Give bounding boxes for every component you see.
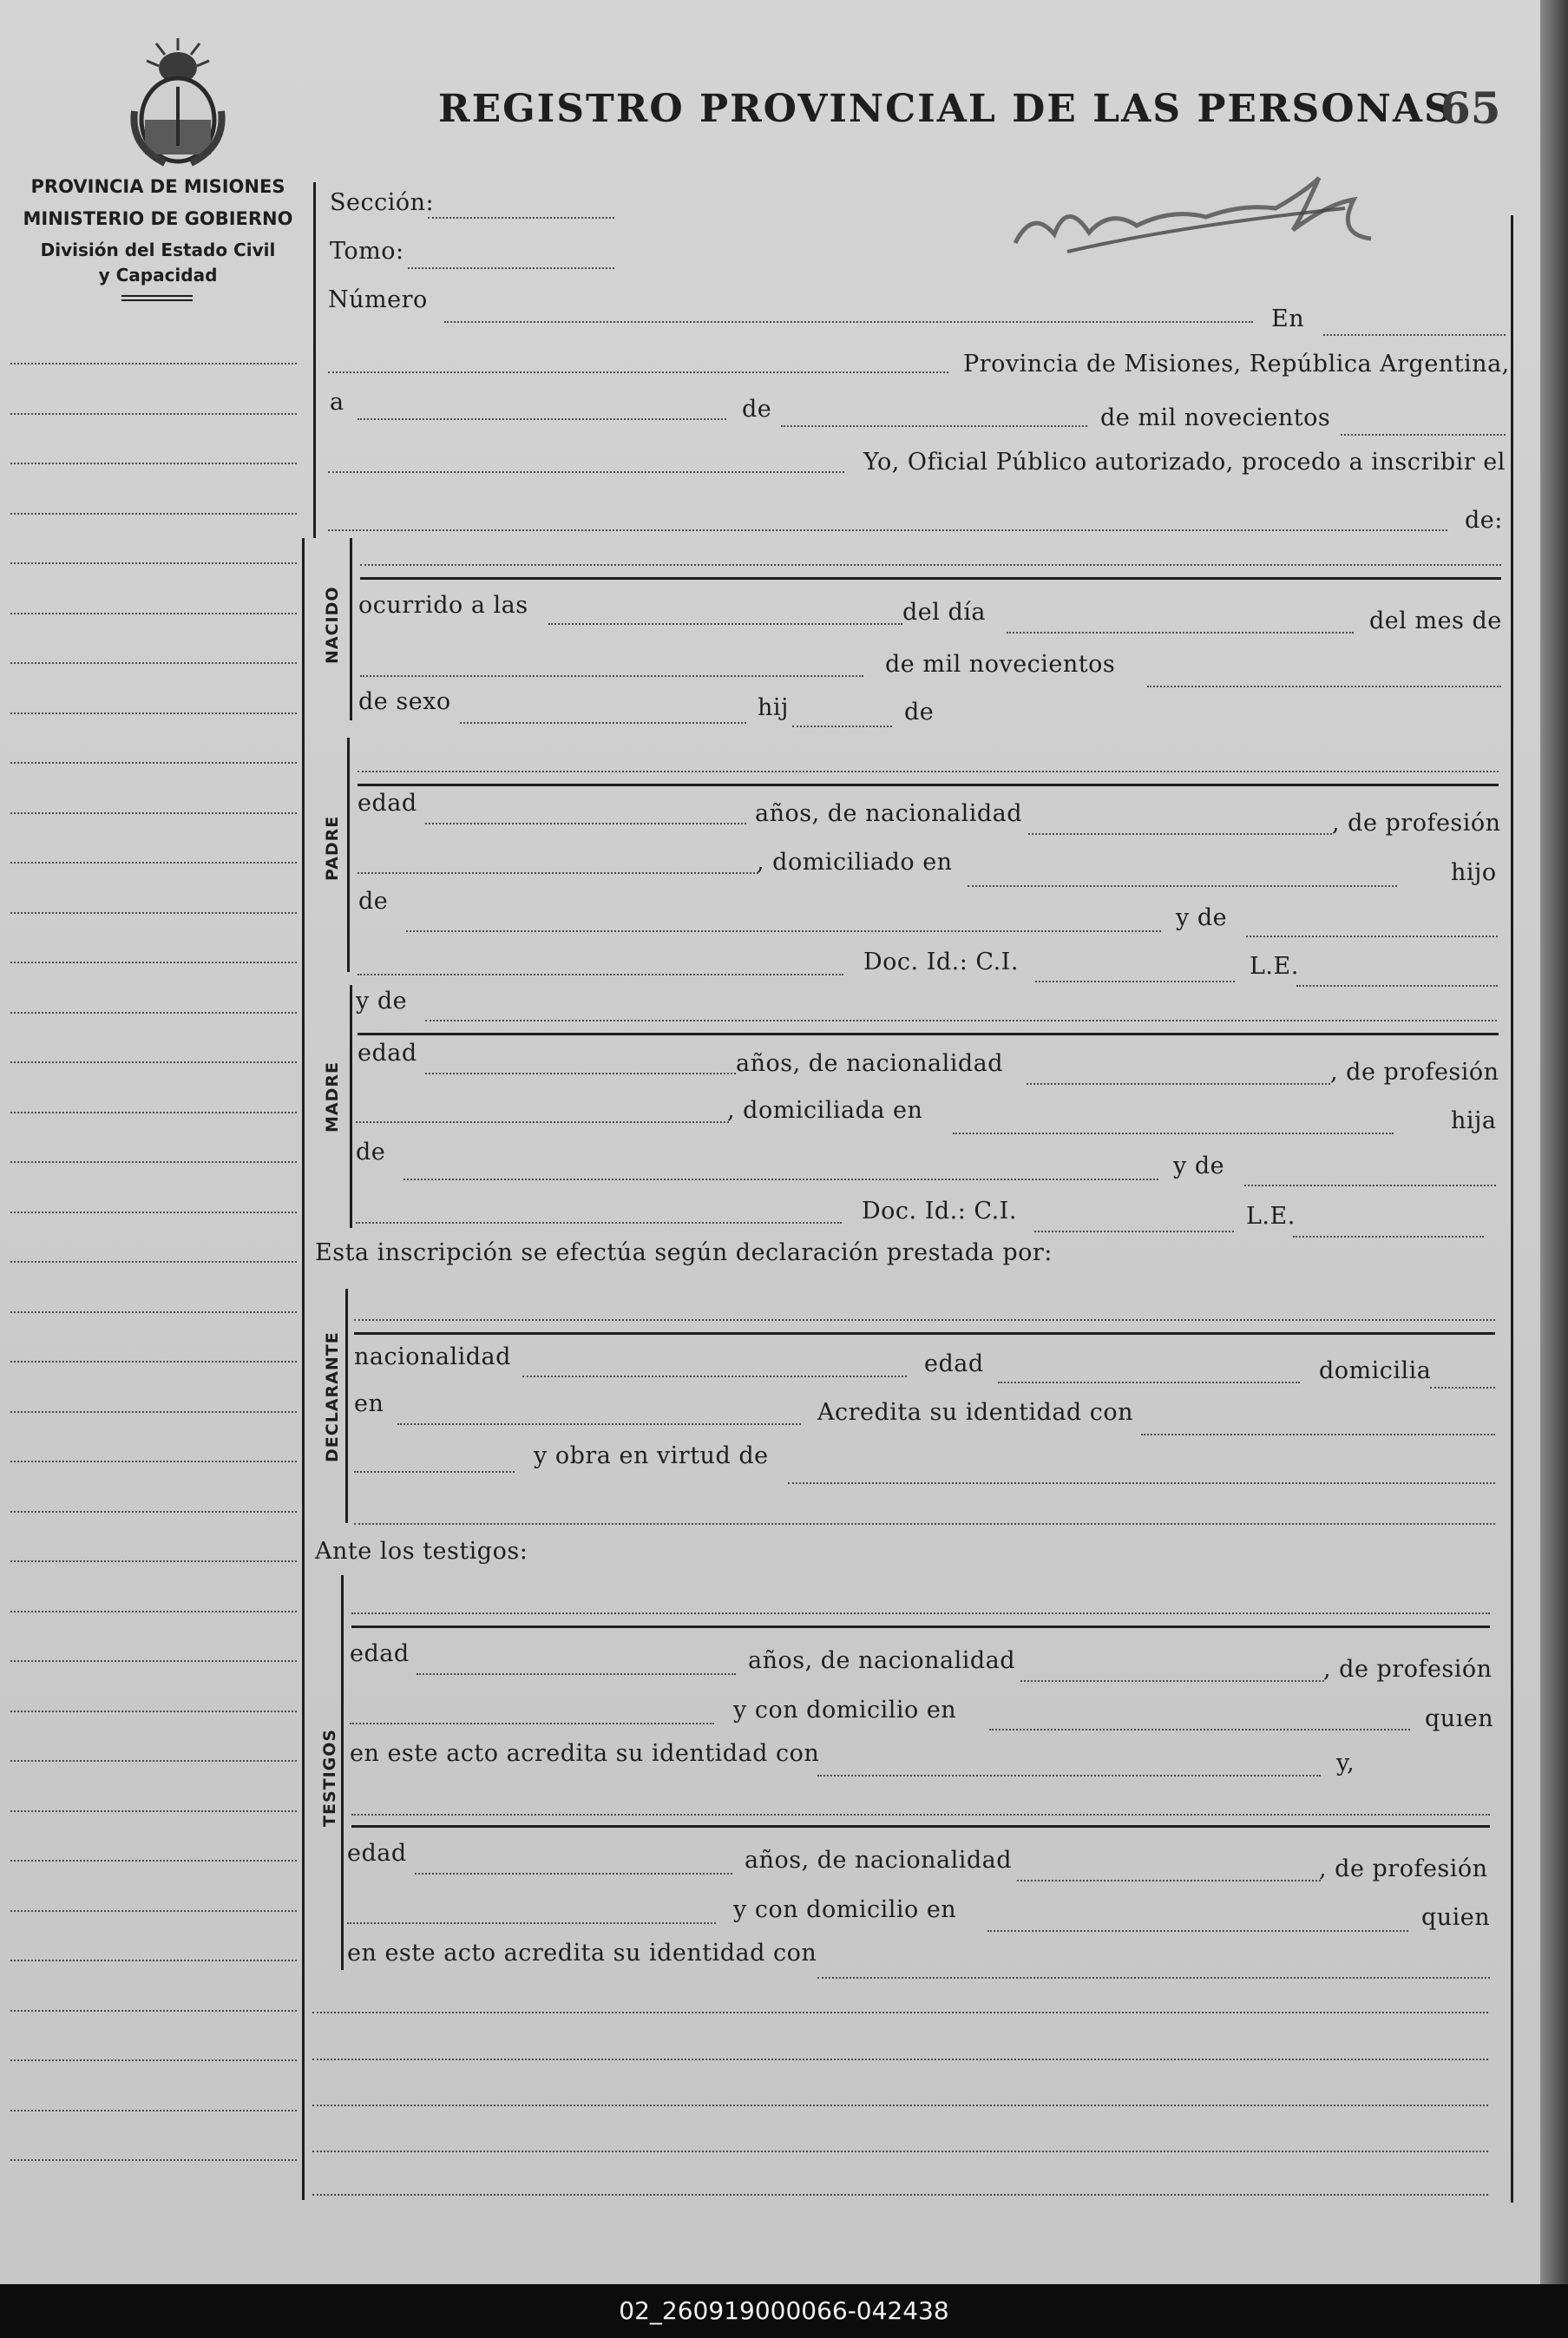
padre-de-label: de xyxy=(358,888,389,915)
page-number: 65 xyxy=(1440,82,1501,134)
margin-line[interactable] xyxy=(10,1012,297,1014)
section-label-declarante: DECLARANTE xyxy=(323,1331,342,1462)
hij-label: hij xyxy=(758,694,789,721)
t1-quien-label: quıen xyxy=(1425,1705,1494,1732)
madre-prof-label: , de profesión xyxy=(1330,1059,1499,1086)
margin-line[interactable] xyxy=(10,2010,297,2012)
inscribir-field[interactable] xyxy=(328,529,1447,531)
t2-edad-label: edad xyxy=(347,1840,407,1867)
t1-dom-label: y con domicilio en xyxy=(733,1697,957,1724)
nac-mil-label: de mil novecientos xyxy=(885,651,1116,678)
en-field[interactable] xyxy=(1323,334,1506,336)
hora-field[interactable] xyxy=(548,623,902,625)
oficial-text: Yo, Oficial Público autorizado, procedo a inscribir el xyxy=(863,449,1506,476)
decl-domicilia-field[interactable] xyxy=(1430,1387,1495,1389)
t1-nac-label: años, de nacionalidad xyxy=(748,1647,1016,1674)
footer-id: 02_260919000066-042438 xyxy=(0,2284,1568,2338)
margin-line[interactable] xyxy=(10,1660,297,1662)
margin-line[interactable] xyxy=(10,1810,297,1812)
madre-yde-top-label: y de xyxy=(356,988,408,1015)
t1-prof-field[interactable] xyxy=(350,1723,714,1724)
margin-line[interactable] xyxy=(10,1261,297,1263)
page-title: REGISTRO PROVINCIAL DE LAS PERSONAS xyxy=(438,87,1453,131)
a-label: a xyxy=(330,389,344,416)
section-label-testigos: TESTIGOS xyxy=(320,1728,339,1827)
de-colon-label: de: xyxy=(1465,507,1503,534)
decl-nac-field[interactable] xyxy=(522,1376,907,1377)
decl-acredita-label: Acredita su identidad con xyxy=(817,1399,1134,1426)
padre-nac-field[interactable] xyxy=(1028,833,1332,835)
margin-line[interactable] xyxy=(10,1511,297,1513)
province-name: PROVINCIA DE MISIONES xyxy=(30,176,285,197)
margin-line[interactable] xyxy=(10,662,297,664)
madre-dom-label: , domiciliada en xyxy=(727,1097,923,1124)
madre-edad-field[interactable] xyxy=(425,1073,736,1074)
main-vertical-rule xyxy=(302,538,305,2200)
margin-line[interactable] xyxy=(10,613,297,614)
declarante-name-field[interactable] xyxy=(354,1319,1495,1321)
margin-line[interactable] xyxy=(10,1212,297,1213)
padre-hijo-label: hijo xyxy=(1451,859,1497,886)
sexo-field[interactable] xyxy=(460,722,746,724)
madre-yde-field[interactable] xyxy=(1244,1185,1496,1186)
blank-line[interactable] xyxy=(312,2012,1488,2013)
official-signature xyxy=(1007,156,1388,269)
madre-de-label: de xyxy=(356,1139,386,1166)
t2-nac-field[interactable] xyxy=(1017,1880,1321,1882)
t1-acto-label: en este acto acredita su identidad con xyxy=(350,1740,820,1767)
margin-line[interactable] xyxy=(10,413,297,415)
margin-line[interactable] xyxy=(10,1560,297,1562)
margin-line[interactable] xyxy=(10,1361,297,1363)
madre-dom-field[interactable] xyxy=(953,1133,1394,1134)
sexo-label: de sexo xyxy=(358,688,451,715)
margin-line[interactable] xyxy=(10,713,297,714)
blank-line[interactable] xyxy=(312,2059,1488,2060)
padre-doc-label: Doc. Id.: C.I. xyxy=(863,949,1019,975)
t2-acto-field[interactable] xyxy=(817,1977,1490,1979)
section-rule xyxy=(350,538,352,720)
madre-name-field[interactable] xyxy=(425,1020,1497,1021)
padre-prof-label: , de profesión xyxy=(1332,810,1501,837)
margin-line[interactable] xyxy=(10,1461,297,1462)
section-rule xyxy=(341,1575,344,1970)
testigo2-name-field[interactable] xyxy=(351,1814,1490,1816)
decl-extra-field[interactable] xyxy=(354,1523,1495,1525)
section-rule xyxy=(347,738,350,972)
numero-label: Número xyxy=(328,286,428,313)
margin-line[interactable] xyxy=(10,2159,297,2161)
section-rule xyxy=(350,985,352,1228)
madre-prof-field[interactable] xyxy=(356,1121,729,1123)
seccion-field[interactable] xyxy=(428,217,614,219)
tomo-field[interactable] xyxy=(408,267,614,269)
margin-line[interactable] xyxy=(10,1760,297,1762)
madre-hija-label: hija xyxy=(1451,1107,1497,1134)
main-vertical-rule xyxy=(313,182,316,538)
decl-en-label: en xyxy=(354,1390,384,1417)
margin-line[interactable] xyxy=(10,962,297,963)
t2-quien-label: quien xyxy=(1421,1904,1491,1931)
decl-en-field[interactable] xyxy=(397,1423,801,1425)
padre-yde-field[interactable] xyxy=(1246,936,1498,937)
padre-edad-label: edad xyxy=(358,790,417,817)
madre-le-label: L.E. xyxy=(1246,1203,1296,1230)
madre-yde-label: y de xyxy=(1173,1153,1225,1179)
padre-yde-label: y de xyxy=(1176,904,1228,931)
section-label-nacido: NACIDO xyxy=(323,586,342,664)
t1-prof-label: , de profesión xyxy=(1323,1656,1493,1683)
t2-dom-field[interactable] xyxy=(987,1930,1408,1932)
margin-line[interactable] xyxy=(10,1161,297,1163)
right-vertical-rule xyxy=(1511,215,1513,2203)
padre-edad-field[interactable] xyxy=(425,823,746,824)
decl-edad-field[interactable] xyxy=(998,1382,1300,1383)
nacido-name-field[interactable] xyxy=(360,564,1501,566)
t2-prof-field[interactable] xyxy=(347,1922,716,1924)
margin-line[interactable] xyxy=(10,912,297,914)
lugar-field[interactable] xyxy=(328,371,948,373)
nac-mes-field[interactable] xyxy=(360,675,863,677)
decl-obra-field[interactable] xyxy=(788,1482,1495,1484)
padre-dom-field[interactable] xyxy=(968,885,1397,887)
decl-acredita-field[interactable] xyxy=(1141,1434,1495,1435)
margin-line[interactable] xyxy=(10,463,297,464)
decl-edad-label: edad xyxy=(924,1350,984,1377)
t2-dom-label: y con domicilio en xyxy=(733,1896,957,1923)
nac-de-label: de xyxy=(904,699,935,726)
t2-prof-label: , de profesión xyxy=(1319,1855,1488,1882)
madre-nac-field[interactable] xyxy=(1027,1083,1330,1085)
madre-le-field[interactable] xyxy=(1293,1236,1484,1238)
blank-line[interactable] xyxy=(312,2151,1488,2152)
numero-field[interactable] xyxy=(444,321,1253,323)
margin-line[interactable] xyxy=(10,513,297,515)
margin-line[interactable] xyxy=(10,363,297,364)
section-divider xyxy=(358,784,1499,786)
decl-nac-label: nacionalidad xyxy=(354,1343,511,1370)
margin-line[interactable] xyxy=(10,1061,297,1063)
division-name-2: y Capacidad xyxy=(98,265,218,286)
seccion-label: Sección: xyxy=(330,189,435,216)
section-divider xyxy=(351,1625,1490,1628)
padre-de-field[interactable] xyxy=(406,930,1161,932)
t2-nac-label: años, de nacionalidad xyxy=(745,1847,1013,1874)
margin-line[interactable] xyxy=(10,862,297,864)
nac-dia-field[interactable] xyxy=(1007,632,1354,634)
section-rule xyxy=(345,1289,348,1523)
header-divider xyxy=(121,299,193,301)
section-label-padre: PADRE xyxy=(323,815,342,881)
padre-nac-label: años, de nacionalidad xyxy=(755,800,1023,827)
margin-line[interactable] xyxy=(10,1311,297,1313)
mil-novecientos-label: de mil novecientos xyxy=(1100,404,1331,431)
margin-line[interactable] xyxy=(10,812,297,814)
decl-virtud-pre-field[interactable] xyxy=(354,1471,515,1473)
t1-acto-field[interactable] xyxy=(817,1775,1321,1776)
section-divider xyxy=(351,1825,1490,1828)
header-divider xyxy=(121,295,193,297)
margin-line[interactable] xyxy=(10,1711,297,1712)
t1-nac-field[interactable] xyxy=(1020,1680,1324,1682)
t1-y-label: y, xyxy=(1336,1750,1355,1776)
de-label: de xyxy=(742,396,772,423)
t2-acto-label: en este acto acredita su identidad con xyxy=(347,1940,817,1967)
ministry-name: MINISTERIO DE GOBIERNO xyxy=(23,208,293,229)
t1-dom-field[interactable] xyxy=(989,1729,1410,1731)
division-name-1: División del Estado Civil xyxy=(40,240,276,260)
margin-line[interactable] xyxy=(10,1112,297,1113)
margin-line[interactable] xyxy=(10,1411,297,1413)
t2-edad-field[interactable] xyxy=(415,1873,732,1875)
section-divider xyxy=(358,1033,1499,1035)
del-mes-label: del mes de xyxy=(1369,607,1502,634)
ocurrido-label: ocurrido a las xyxy=(358,592,528,619)
provincia-text: Provincia de Misiones, República Argentina, xyxy=(963,351,1510,378)
margin-line[interactable] xyxy=(10,762,297,764)
testigo1-name-field[interactable] xyxy=(351,1612,1490,1614)
dia-field[interactable] xyxy=(358,418,726,420)
padre-le-label: L.E. xyxy=(1250,953,1299,980)
del-dia-label: del día xyxy=(902,599,986,626)
anio-field[interactable] xyxy=(1341,434,1506,436)
madre-ci-field[interactable] xyxy=(1034,1231,1234,1232)
madre-nac-label: años, de nacionalidad xyxy=(736,1050,1004,1077)
padre-prof-field[interactable] xyxy=(358,872,758,874)
nac-anio-field[interactable] xyxy=(1147,686,1501,687)
margin-line[interactable] xyxy=(10,1910,297,1912)
madre-edad-label: edad xyxy=(358,1040,417,1067)
blank-line[interactable] xyxy=(312,2194,1488,2196)
section-divider xyxy=(354,1332,1495,1335)
padre-ci-field[interactable] xyxy=(1035,981,1235,982)
book-edge xyxy=(1540,0,1568,2284)
testigos-intro: Ante los testigos: xyxy=(315,1538,528,1565)
margin-line[interactable] xyxy=(10,2059,297,2061)
margin-line[interactable] xyxy=(10,1860,297,1862)
padre-doc-field[interactable] xyxy=(358,974,843,975)
hij-field[interactable] xyxy=(792,726,892,727)
decl-domicilia-label: domicilia xyxy=(1319,1357,1432,1384)
padre-le-field[interactable] xyxy=(1296,985,1498,987)
t1-edad-field[interactable] xyxy=(417,1673,736,1675)
margin-line[interactable] xyxy=(10,1960,297,1961)
mes-field[interactable] xyxy=(781,425,1087,427)
padre-name-field[interactable] xyxy=(358,771,1499,772)
declaracion-intro: Esta inscripción se efectúa según declaración prestada por: xyxy=(315,1239,1053,1266)
margin-line[interactable] xyxy=(10,562,297,564)
coat-of-arms-icon xyxy=(126,33,230,167)
en-label: En xyxy=(1271,305,1305,332)
margin-line[interactable] xyxy=(10,2110,297,2111)
decl-obra-label: y obra en virtud de xyxy=(534,1442,769,1469)
madre-de-field[interactable] xyxy=(403,1179,1158,1180)
oficial-field[interactable] xyxy=(328,471,844,473)
margin-line[interactable] xyxy=(10,1611,297,1612)
tomo-label: Tomo: xyxy=(330,238,404,265)
section-label-madre: MADRE xyxy=(323,1061,342,1133)
t1-edad-label: edad xyxy=(350,1640,410,1667)
blank-line[interactable] xyxy=(312,2105,1488,2106)
padre-dom-label: , domiciliado en xyxy=(757,849,953,876)
section-divider xyxy=(360,577,1501,580)
madre-doc-field[interactable] xyxy=(356,1222,842,1224)
madre-doc-label: Doc. Id.: C.I. xyxy=(862,1198,1017,1225)
